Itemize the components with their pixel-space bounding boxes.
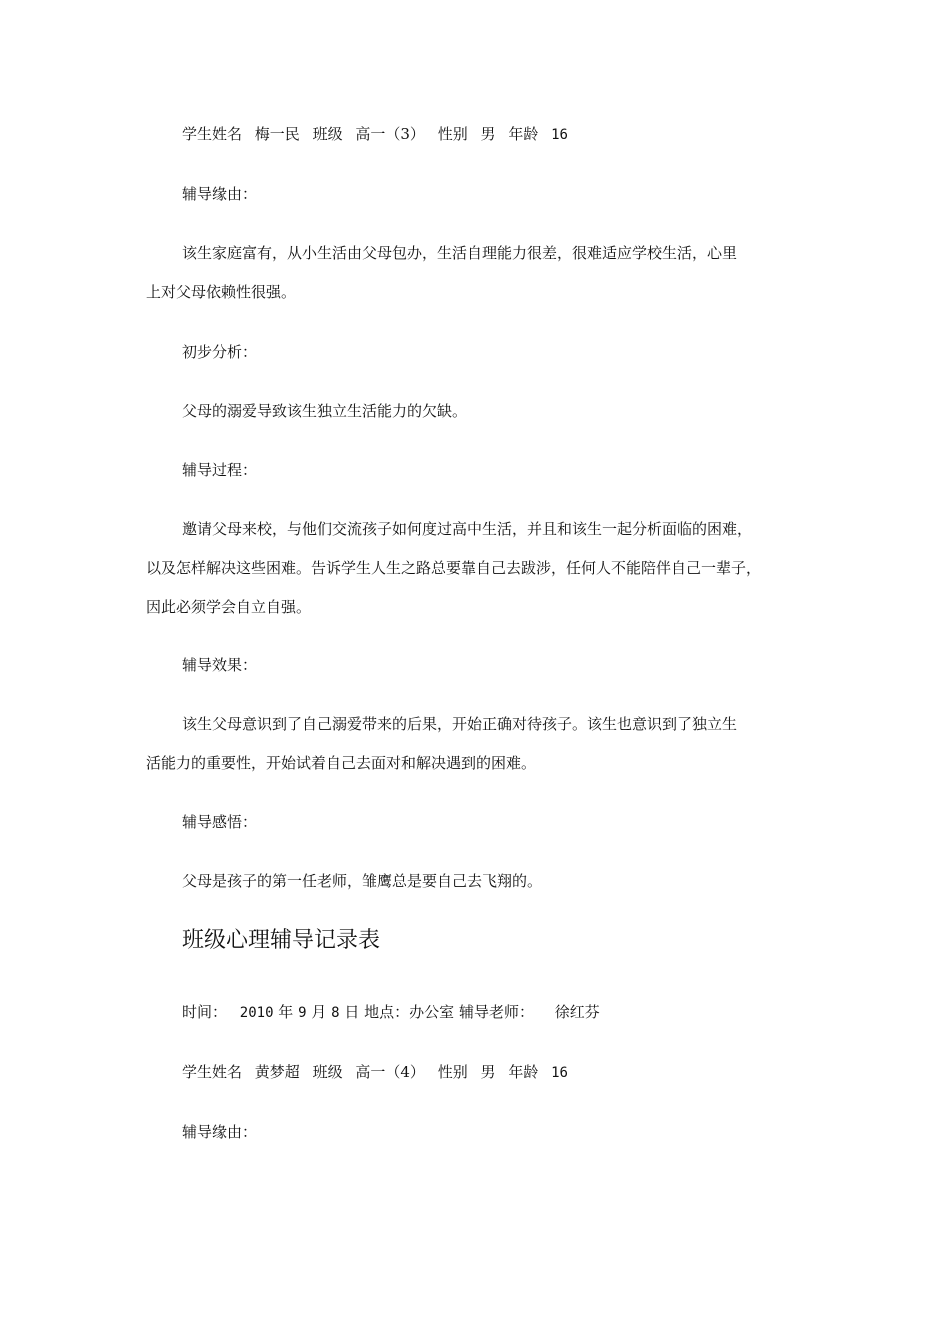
teacher-value: 徐红芬 — [554, 1003, 600, 1021]
reason-line-1: 该生家庭富有，从小生活由父母包办，生活自理能力很差，很难适应学校生活，心里 — [182, 244, 738, 262]
day-value: 8 — [331, 1005, 340, 1021]
place-value: 办公室 — [409, 1003, 455, 1021]
teacher-label: 辅导老师： — [458, 1003, 534, 1021]
insight-text: 父母是孩子的第一任老师，雏鹰总是要自己去飞翔的。 — [182, 872, 543, 890]
analysis-text: 父母的溺爱导致该生独立生活能力的欠缺。 — [182, 402, 468, 420]
insight-label: 辅导感悟： — [182, 813, 258, 831]
reason-label-2: 辅导缘由： — [182, 1123, 258, 1141]
student-info-line-2 — [182, 1062, 568, 1083]
age-label: 年龄 — [508, 125, 539, 143]
gender-value: 男 — [480, 125, 496, 143]
process-label: 辅导过程： — [182, 461, 258, 479]
gender-value-2: 男 — [480, 1063, 496, 1081]
effect-line-1: 该生父母意识到了自己溺爱带来的后果，开始正确对待孩子。该生也意识到了独立生 — [182, 715, 738, 733]
place-label: 地点： — [364, 1003, 410, 1021]
class-label: 班级 — [312, 125, 343, 143]
class-value-2: 高一（4） — [355, 1063, 425, 1081]
reason-line-2: 上对父母依赖性很强。 — [146, 283, 297, 301]
student-info-line-1 — [182, 124, 568, 145]
year-value: 2010 — [239, 1005, 274, 1021]
effect-label: 辅导效果： — [182, 656, 258, 674]
effect-line-2: 活能力的重要性，开始试着自己去面对和解决遇到的困难。 — [146, 754, 537, 772]
process-paragraph — [146, 519, 806, 617]
month-unit: 月 — [311, 1003, 327, 1021]
reason-paragraph — [146, 243, 806, 302]
time-place-line — [182, 1002, 600, 1023]
class-value: 高一（3） — [355, 125, 425, 143]
age-value: 16 — [551, 127, 568, 143]
process-line-2: 以及怎样解决这些困难。告诉学生人生之路总要靠自己去跋涉，任何人不能陪伴自己一辈子， — [146, 559, 762, 577]
effect-paragraph — [146, 714, 806, 773]
class-label-2: 班级 — [312, 1063, 343, 1081]
analysis-label: 初步分析： — [182, 343, 258, 361]
record-title: 班级心理辅导记录表 — [182, 928, 381, 953]
day-unit: 日 — [344, 1003, 360, 1021]
process-line-3: 因此必须学会自立自强。 — [146, 598, 312, 616]
time-label: 时间： — [182, 1003, 228, 1021]
age-value-2: 16 — [551, 1065, 568, 1081]
gender-label-2: 性别 — [437, 1063, 468, 1081]
student-name-value: 梅一民 — [254, 125, 300, 143]
month-value: 9 — [298, 1005, 307, 1021]
student-name-value-2: 黄梦超 — [254, 1063, 300, 1081]
reason-label: 辅导缘由： — [182, 185, 258, 203]
gender-label: 性别 — [437, 125, 468, 143]
student-name-label: 学生姓名 — [182, 125, 243, 143]
age-label-2: 年龄 — [508, 1063, 539, 1081]
year-unit: 年 — [278, 1003, 294, 1021]
process-line-1: 邀请父母来校，与他们交流孩子如何度过高中生活，并且和该生一起分析面临的困难， — [182, 520, 753, 538]
student-name-label-2: 学生姓名 — [182, 1063, 243, 1081]
